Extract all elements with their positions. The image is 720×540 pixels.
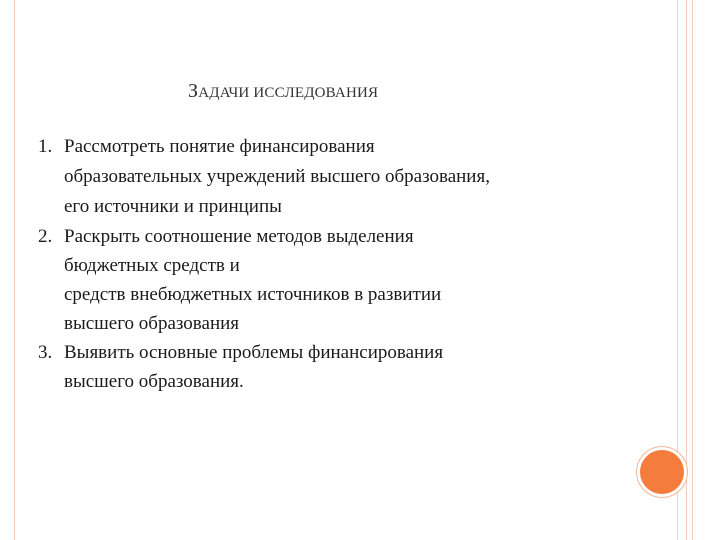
decorative-rail-line <box>686 0 687 540</box>
item-text-line: Выявить основные проблемы финансирования <box>64 342 444 363</box>
item-number: 2. <box>38 226 53 247</box>
decorative-rail-line <box>692 0 693 540</box>
item-text-line: Рассмотреть понятие финансирования <box>64 136 375 157</box>
item-text-line: высшего образования <box>64 313 240 334</box>
item-text-line: образовательных учреждений высшего образования, <box>64 166 490 187</box>
list-item <box>38 132 648 222</box>
title-first-letter: З <box>188 80 199 102</box>
item-text-line: средств внебюджетных источников в развитии <box>64 284 442 305</box>
slide-title <box>188 80 378 103</box>
item-text-line: бюджетных средств и <box>64 255 240 276</box>
item-number: 3. <box>38 342 53 363</box>
item-text-line: Раскрыть соотношение методов выделения <box>64 226 414 247</box>
item-number: 1. <box>38 136 53 157</box>
title-rest: АДАЧИ ИССЛЕДОВАНИЯ <box>198 85 379 101</box>
list-item <box>38 222 648 338</box>
task-list <box>38 132 648 396</box>
item-text-line: его источники и принципы <box>64 196 282 217</box>
item-text-line: высшего образования. <box>64 371 244 392</box>
decorative-circle <box>640 450 684 494</box>
list-item <box>38 338 648 396</box>
